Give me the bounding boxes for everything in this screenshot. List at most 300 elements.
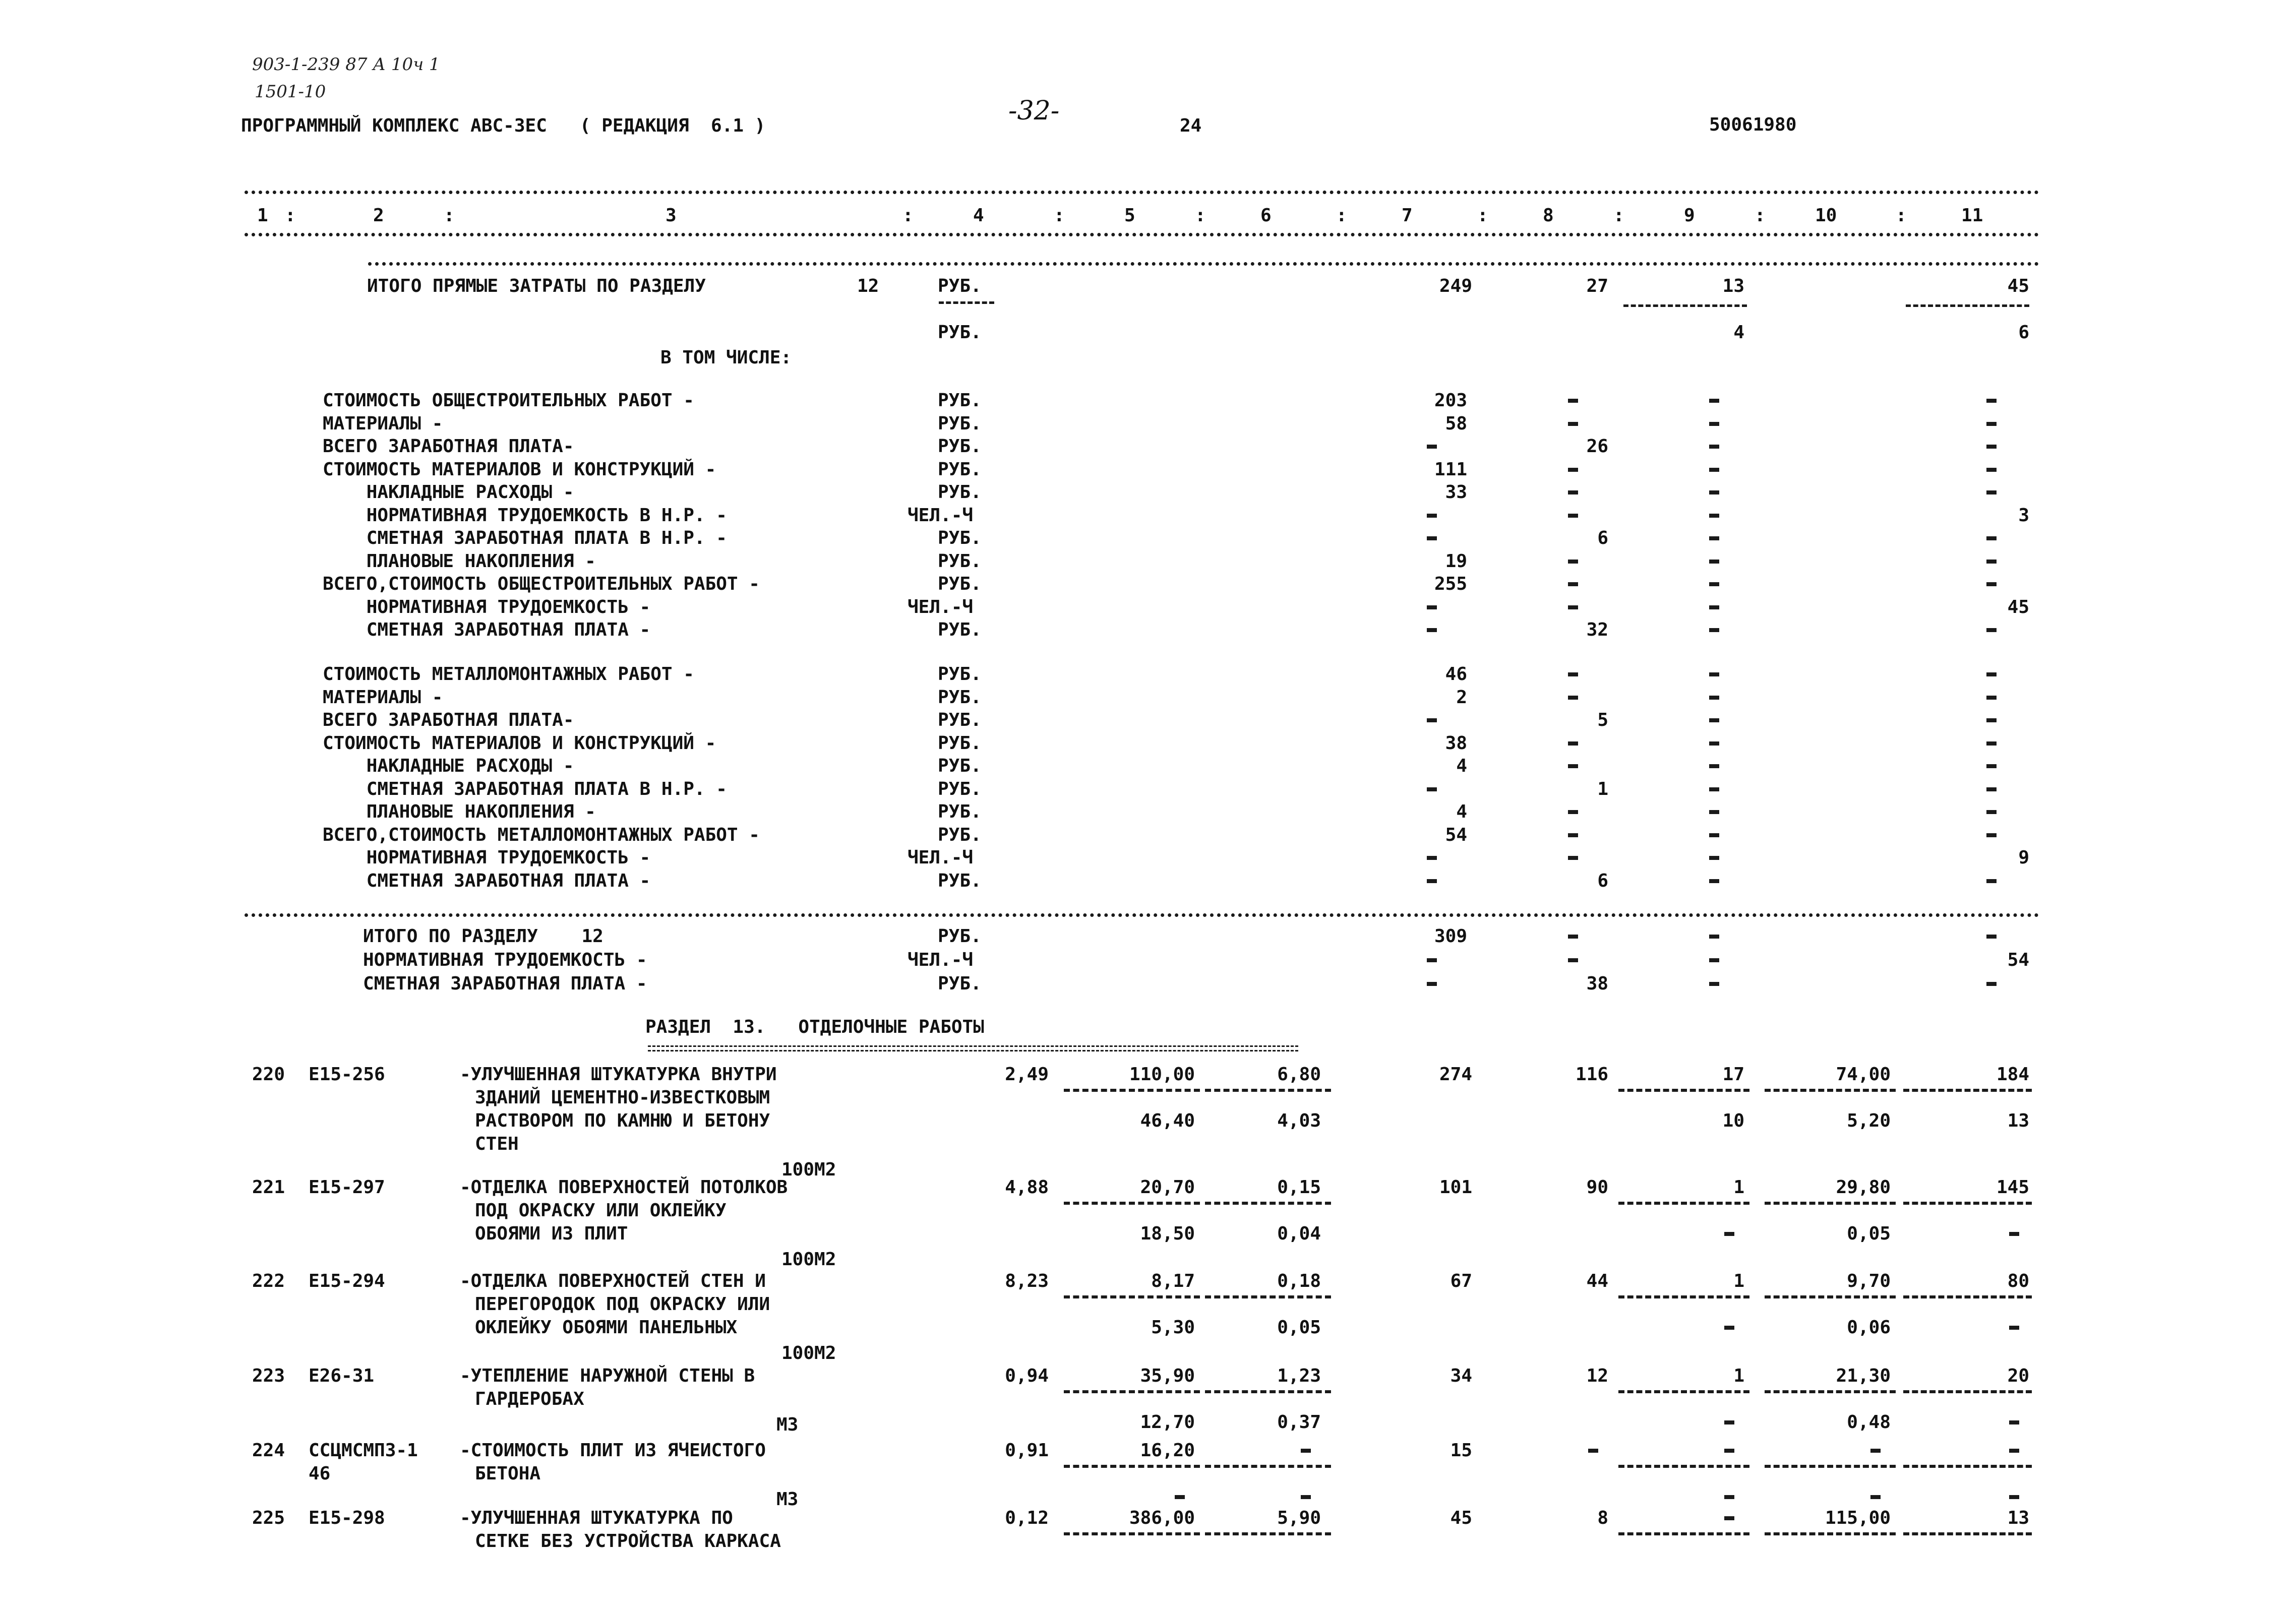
item-c10b: 0,05 <box>1847 1223 1891 1244</box>
row-c11: 54 <box>2007 950 2029 970</box>
summary-c11: 45 <box>2007 276 2029 296</box>
row-c7: 309 <box>1434 926 1467 947</box>
row-label: СТОИМОСТЬ МАТЕРИАЛОВ И КОНСТРУКЦИЙ - <box>323 459 716 480</box>
empty-value-dash <box>1568 833 1578 837</box>
item-c11: 184 <box>1996 1064 2029 1085</box>
empty-value-dash <box>1568 958 1578 962</box>
empty-value-dash <box>1986 560 1997 564</box>
item-qty: 4,88 <box>1005 1177 1049 1198</box>
item-c10: 9,70 <box>1847 1271 1891 1291</box>
item-c9: 1 <box>1733 1271 1744 1291</box>
item-unit: 100М2 <box>781 1249 836 1270</box>
item-c10: 115,00 <box>1825 1508 1891 1528</box>
item-qty: 2,49 <box>1005 1064 1049 1085</box>
empty-value-dash <box>1724 1516 1734 1520</box>
empty-value-dash <box>1709 718 1719 722</box>
empty-value-dash <box>1427 958 1437 962</box>
col-header-6: 6 <box>1260 205 1272 226</box>
value-underline <box>1064 1390 1200 1393</box>
empty-value-dash <box>2009 1495 2019 1499</box>
item-number: 222 <box>252 1271 285 1291</box>
empty-value-dash <box>1709 879 1719 883</box>
row-label: НОРМАТИВНАЯ ТРУДОЕМКОСТЬ - <box>323 847 651 868</box>
value-underline <box>1205 1390 1331 1393</box>
item-c6: 5,90 <box>1277 1508 1321 1528</box>
empty-value-dash <box>1986 490 1997 494</box>
value-underline <box>1205 1202 1331 1205</box>
empty-value-dash <box>1568 810 1578 814</box>
value-underline <box>1903 1089 2032 1092</box>
value-underline <box>1903 1532 2032 1535</box>
item-c6: 1,23 <box>1277 1366 1321 1386</box>
value-underline <box>1765 1390 1896 1393</box>
item-c7: 274 <box>1439 1064 1472 1085</box>
empty-value-dash <box>1568 672 1578 676</box>
item-description-line: -ОТДЕЛКА ПОВЕРХНОСТЕЙ ПОТОЛКОВ <box>460 1177 788 1198</box>
handwritten-code-line1: 903-1-239 87 А 10ч 1 <box>252 54 440 75</box>
empty-value-dash <box>1709 833 1719 837</box>
item-c6b: 4,03 <box>1277 1110 1321 1131</box>
empty-value-dash <box>1709 958 1719 962</box>
item-c11: 20 <box>2007 1366 2029 1386</box>
row-unit: ЧЕЛ.-Ч <box>908 950 974 970</box>
empty-value-dash <box>1709 490 1719 494</box>
empty-value-dash <box>1709 935 1719 939</box>
empty-value-dash <box>1986 628 1997 632</box>
row-unit: РУБ. <box>938 664 982 685</box>
row-label: НАКЛАДНЫЕ РАСХОДЫ - <box>323 756 574 776</box>
row-c11: 9 <box>2018 847 2029 868</box>
value-underline <box>1618 1465 1749 1468</box>
row-label: НОРМАТИВНАЯ ТРУДОЕМКОСТЬ - <box>323 596 651 617</box>
empty-value-dash <box>1709 468 1719 472</box>
item-number: 224 <box>252 1440 285 1461</box>
value-underline <box>1618 1295 1749 1298</box>
row-c8: 6 <box>1597 870 1608 891</box>
empty-value-dash <box>1870 1495 1881 1499</box>
empty-value-dash <box>1986 741 1997 746</box>
item-c6b: 0,04 <box>1277 1223 1321 1244</box>
item-c7: 34 <box>1450 1366 1472 1386</box>
col-divider: : <box>902 205 914 226</box>
item-c8: 90 <box>1586 1177 1608 1198</box>
row-c7: 2 <box>1456 687 1467 708</box>
item-c10b: 0,48 <box>1847 1412 1891 1433</box>
col-divider: : <box>1613 205 1624 226</box>
item-description-line: -УЛУЧШЕННАЯ ШТУКАТУРКА ПО <box>460 1508 733 1528</box>
item-c7: 45 <box>1450 1508 1472 1528</box>
value-underline <box>1903 1295 2032 1298</box>
empty-value-dash <box>1724 1495 1734 1499</box>
row-unit: РУБ. <box>938 413 982 434</box>
value-underline <box>1205 1532 1331 1535</box>
empty-value-dash <box>1427 445 1437 449</box>
value-underline <box>1205 1089 1331 1092</box>
row-unit: РУБ. <box>938 390 982 411</box>
row-label: ВСЕГО,СТОИМОСТЬ МЕТАЛЛОМОНТАЖНЫХ РАБОТ - <box>323 824 760 845</box>
item-description-line: СТЕН <box>475 1134 519 1154</box>
empty-value-dash <box>1568 399 1578 403</box>
empty-value-dash <box>1301 1495 1311 1499</box>
value-underline <box>1765 1295 1896 1298</box>
empty-value-dash <box>1709 445 1719 449</box>
empty-value-dash <box>1724 1232 1734 1236</box>
row-label: НОРМАТИВНАЯ ТРУДОЕМКОСТЬ В Н.Р. - <box>323 505 727 526</box>
empty-value-dash <box>1568 605 1578 609</box>
row-c8: 5 <box>1597 710 1608 730</box>
summary-c9: 13 <box>1722 276 1744 296</box>
col-header-10: 10 <box>1815 205 1837 226</box>
item-description-line: ПЕРЕГОРОДОК ПОД ОКРАСКУ ИЛИ <box>475 1294 770 1315</box>
item-c5b: 46,40 <box>1140 1110 1195 1131</box>
item-description-line: ЗДАНИЙ ЦЕМЕНТНО-ИЗВЕСТКОВЫМ <box>475 1087 770 1108</box>
row-c8: 38 <box>1586 973 1608 994</box>
empty-value-dash <box>2009 1326 2019 1330</box>
row-c7: 19 <box>1445 550 1467 572</box>
empty-value-dash <box>1568 468 1578 472</box>
value-underline <box>1064 1089 1200 1092</box>
empty-value-dash <box>1175 1495 1185 1499</box>
item-c6b: 0,37 <box>1277 1412 1321 1433</box>
row-label: СТОИМОСТЬ МАТЕРИАЛОВ И КОНСТРУКЦИЙ - <box>323 732 716 754</box>
item-c5: 386,00 <box>1129 1508 1195 1528</box>
row-c8: 26 <box>1586 436 1608 457</box>
item-unit: М3 <box>776 1414 799 1435</box>
item-c11: 13 <box>2007 1508 2029 1528</box>
section-title-underline <box>648 1045 1298 1051</box>
empty-value-dash <box>1986 787 1997 791</box>
item-c8: 12 <box>1586 1366 1608 1386</box>
item-description-line: -УТЕПЛЕНИЕ НАРУЖНОЙ СТЕНЫ В <box>460 1366 755 1386</box>
item-qty: 8,23 <box>1005 1271 1049 1291</box>
row-unit: РУБ. <box>938 926 982 947</box>
item-c5b: 12,70 <box>1140 1412 1195 1433</box>
item-c8: 44 <box>1586 1271 1608 1291</box>
row-c7: 54 <box>1445 824 1467 845</box>
item-unit: 100М2 <box>781 1343 836 1363</box>
item-number: 225 <box>252 1508 285 1528</box>
empty-value-dash <box>1709 422 1719 426</box>
row-c8: 1 <box>1597 778 1608 799</box>
document-code: 50061980 <box>1709 114 1797 135</box>
empty-value-dash <box>1568 764 1578 768</box>
empty-value-dash <box>1427 536 1437 540</box>
item-c9: 1 <box>1733 1177 1744 1198</box>
empty-value-dash <box>1709 810 1719 814</box>
value-underline <box>1618 1390 1749 1393</box>
value-underline <box>1618 1202 1749 1205</box>
item-qty: 0,94 <box>1005 1366 1049 1386</box>
item-c8: 8 <box>1597 1508 1608 1528</box>
value-underline <box>1205 1295 1331 1298</box>
col-divider: : <box>1054 205 1065 226</box>
col-divider: : <box>444 205 455 226</box>
row-unit: ЧЕЛ.-Ч <box>908 847 974 868</box>
item-c5b: 18,50 <box>1140 1223 1195 1244</box>
empty-value-dash <box>1568 856 1578 860</box>
row-unit: РУБ. <box>938 459 982 480</box>
empty-value-dash <box>1709 560 1719 564</box>
row-c8: 32 <box>1586 619 1608 640</box>
row-unit: РУБ. <box>938 870 982 891</box>
item-unit: 100М2 <box>781 1159 836 1180</box>
empty-value-dash <box>1724 1326 1734 1330</box>
row-unit: РУБ. <box>938 436 982 457</box>
row-unit: РУБ. <box>938 619 982 640</box>
row-unit: РУБ. <box>938 778 982 799</box>
empty-value-dash <box>1427 856 1437 860</box>
empty-value-dash <box>1427 879 1437 883</box>
item-code-continued: 46 <box>309 1463 331 1484</box>
row-unit: РУБ. <box>938 574 982 594</box>
col-header-9: 9 <box>1684 205 1695 226</box>
item-c10: 74,00 <box>1836 1064 1891 1085</box>
row-label: ВСЕГО ЗАРАБОТНАЯ ПЛАТА- <box>323 436 574 457</box>
item-c5b: 5,30 <box>1151 1317 1195 1338</box>
item-code: ССЦМСМП3-1 <box>309 1440 418 1461</box>
item-c5: 8,17 <box>1151 1271 1195 1291</box>
item-c9: 1 <box>1733 1366 1744 1386</box>
empty-value-dash <box>1427 982 1437 986</box>
item-code: Е15-294 <box>309 1271 385 1291</box>
row-unit: ЧЕЛ.-Ч <box>908 596 974 617</box>
empty-value-dash <box>1301 1449 1311 1453</box>
empty-value-dash <box>1986 935 1997 939</box>
item-description-line: -СТОИМОСТЬ ПЛИТ ИЗ ЯЧЕИСТОГО <box>460 1440 766 1461</box>
empty-value-dash <box>1986 445 1997 449</box>
row-c7: 33 <box>1445 482 1467 503</box>
item-description-line: -УЛУЧШЕННАЯ ШТУКАТУРКА ВНУТРИ <box>460 1064 777 1085</box>
item-description-line: ОКЛЕЙКУ ОБОЯМИ ПАНЕЛЬНЫХ <box>475 1317 738 1338</box>
item-c5: 35,90 <box>1140 1366 1195 1386</box>
item-c10b: 5,20 <box>1847 1110 1891 1131</box>
row-c7: 4 <box>1456 756 1467 776</box>
row-unit: РУБ. <box>938 687 982 708</box>
empty-value-dash <box>1724 1420 1734 1424</box>
col-header-8: 8 <box>1543 205 1554 226</box>
empty-value-dash <box>1986 982 1997 986</box>
summary-section-number: 12 <box>857 276 879 296</box>
empty-value-dash <box>1709 536 1719 540</box>
row-c11: 3 <box>2018 505 2029 526</box>
row-c7: 38 <box>1445 732 1467 754</box>
c11-underline <box>1906 304 2029 307</box>
empty-value-dash <box>1709 399 1719 403</box>
row-label: ИТОГО ПО РАЗДЕЛУ 12 <box>363 926 603 947</box>
value-underline <box>1903 1390 2032 1393</box>
empty-value-dash <box>1986 672 1997 676</box>
item-c9b: 10 <box>1722 1110 1744 1131</box>
item-c6: 6,80 <box>1277 1064 1321 1085</box>
value-underline <box>1765 1532 1896 1535</box>
empty-value-dash <box>1709 582 1719 586</box>
item-number: 221 <box>252 1177 285 1198</box>
empty-value-dash <box>1986 536 1997 540</box>
empty-value-dash <box>1427 605 1437 609</box>
row-label: ВСЕГО ЗАРАБОТНАЯ ПЛАТА- <box>323 710 574 730</box>
empty-value-dash <box>1986 833 1997 837</box>
item-c9: 17 <box>1722 1064 1744 1085</box>
row-label: СМЕТНАЯ ЗАРАБОТНАЯ ПЛАТА - <box>363 973 647 994</box>
empty-value-dash <box>1709 514 1719 518</box>
row-unit: РУБ. <box>938 550 982 572</box>
empty-value-dash <box>1568 422 1578 426</box>
row-label: СТОИМОСТЬ МЕТАЛЛОМОНТАЖНЫХ РАБОТ - <box>323 664 694 685</box>
item-description-line: ГАРДЕРОБАХ <box>475 1389 584 1409</box>
summary-c9b: 4 <box>1733 322 1744 343</box>
col-divider: : <box>1755 205 1766 226</box>
row-unit: РУБ. <box>938 710 982 730</box>
row-label: МАТЕРИАЛЫ - <box>323 687 443 708</box>
value-underline <box>1064 1465 1200 1468</box>
empty-value-dash <box>1427 514 1437 518</box>
value-underline <box>1765 1465 1896 1468</box>
row-unit: РУБ. <box>938 824 982 845</box>
col-header-7: 7 <box>1402 205 1413 226</box>
empty-value-dash <box>1568 696 1578 700</box>
empty-value-dash <box>1986 696 1997 700</box>
value-underline <box>1903 1202 2032 1205</box>
col-header-2: 2 <box>373 205 384 226</box>
item-c7: 67 <box>1450 1271 1472 1291</box>
row-label: ВСЕГО,СТОИМОСТЬ ОБЩЕСТРОИТЕЛЬНЫХ РАБОТ - <box>323 574 760 594</box>
summary-title: ИТОГО ПРЯМЫЕ ЗАТРАТЫ ПО РАЗДЕЛУ <box>367 276 706 296</box>
item-description-line: ПОД ОКРАСКУ ИЛИ ОКЛЕЙКУ <box>475 1200 727 1221</box>
item-c6: 0,15 <box>1277 1177 1321 1198</box>
value-underline <box>1765 1089 1896 1092</box>
summary-unit: РУБ. <box>938 276 982 296</box>
item-c6b: 0,05 <box>1277 1317 1321 1338</box>
empty-value-dash <box>1568 514 1578 518</box>
summary-c8: 27 <box>1586 276 1608 296</box>
row-label: СТОИМОСТЬ ОБЩЕСТРОИТЕЛЬНЫХ РАБОТ - <box>323 390 694 411</box>
empty-value-dash <box>1709 764 1719 768</box>
col-header-1: 1 <box>257 205 268 226</box>
value-underline <box>1064 1202 1200 1205</box>
row-label: НОРМАТИВНАЯ ТРУДОЕМКОСТЬ - <box>363 950 647 970</box>
empty-value-dash <box>1709 672 1719 676</box>
empty-value-dash <box>2009 1232 2019 1236</box>
item-c10: 29,80 <box>1836 1177 1891 1198</box>
item-description-line: РАСТВОРОМ ПО КАМНЮ И БЕТОНУ <box>475 1110 770 1131</box>
summary-c11b: 6 <box>2018 322 2029 343</box>
in-that-heading: В ТОМ ЧИСЛЕ: <box>660 347 792 368</box>
empty-value-dash <box>1709 696 1719 700</box>
item-c10b: 0,06 <box>1847 1317 1891 1338</box>
row-c7: 4 <box>1456 801 1467 822</box>
separator-header-bottom <box>245 233 2039 236</box>
item-description-line: ОБОЯМИ ИЗ ПЛИТ <box>475 1223 628 1244</box>
empty-value-dash <box>1568 582 1578 586</box>
item-c6: 0,18 <box>1277 1271 1321 1291</box>
separator-summary-top <box>368 262 2039 266</box>
page-stamp: -32- <box>1008 96 1060 126</box>
empty-value-dash <box>1986 582 1997 586</box>
empty-value-dash <box>1427 628 1437 632</box>
col-header-5: 5 <box>1124 205 1135 226</box>
program-title: ПРОГРАММНЫЙ КОМПЛЕКС АВС-3ЕС ( РЕДАКЦИЯ 6.1 ) <box>241 115 766 136</box>
item-description-line: -ОТДЕЛКА ПОВЕРХНОСТЕЙ СТЕН И <box>460 1271 766 1291</box>
empty-value-dash <box>1568 741 1578 746</box>
item-c10: 21,30 <box>1836 1366 1891 1386</box>
item-c5: 16,20 <box>1140 1440 1195 1461</box>
empty-value-dash <box>1986 810 1997 814</box>
empty-value-dash <box>1427 718 1437 722</box>
value-underline <box>1903 1465 2032 1468</box>
row-label: НАКЛАДНЫЕ РАСХОДЫ - <box>323 482 574 503</box>
empty-value-dash <box>1724 1449 1734 1453</box>
item-c7: 15 <box>1450 1440 1472 1461</box>
item-c5: 20,70 <box>1140 1177 1195 1198</box>
row-unit: РУБ. <box>938 482 982 503</box>
empty-value-dash <box>1709 741 1719 746</box>
page-number: 24 <box>1180 115 1202 136</box>
c9-underline <box>1623 304 1747 307</box>
col-divider: : <box>1896 205 1907 226</box>
empty-value-dash <box>2009 1420 2019 1424</box>
item-c11: 145 <box>1996 1177 2029 1198</box>
value-underline <box>1064 1532 1200 1535</box>
row-label: СМЕТНАЯ ЗАРАБОТНАЯ ПЛАТА - <box>323 619 651 640</box>
empty-value-dash <box>1427 787 1437 791</box>
row-label: ПЛАНОВЫЕ НАКОПЛЕНИЯ - <box>323 550 596 572</box>
row-c7: 203 <box>1434 390 1467 411</box>
item-qty: 0,91 <box>1005 1440 1049 1461</box>
value-underline <box>1064 1295 1200 1298</box>
row-label: ПЛАНОВЫЕ НАКОПЛЕНИЯ - <box>323 801 596 822</box>
separator-totals <box>245 913 2039 917</box>
row-unit: РУБ. <box>938 528 982 548</box>
unit-underline <box>939 301 994 304</box>
value-underline <box>1618 1532 1749 1535</box>
row-unit: РУБ. <box>938 732 982 754</box>
col-header-4: 4 <box>973 205 984 226</box>
value-underline <box>1618 1089 1749 1092</box>
handwritten-code-line2: 1501-10 <box>255 82 326 102</box>
item-description-line: БЕТОНА <box>475 1463 541 1484</box>
row-c11: 45 <box>2007 596 2029 617</box>
item-c11b: 13 <box>2007 1110 2029 1131</box>
empty-value-dash <box>1870 1449 1881 1453</box>
summary-c7: 249 <box>1439 276 1472 296</box>
row-c7: 111 <box>1434 459 1467 480</box>
row-label: СМЕТНАЯ ЗАРАБОТНАЯ ПЛАТА В Н.Р. - <box>323 528 727 548</box>
empty-value-dash <box>1986 718 1997 722</box>
summary-unit-2: РУБ. <box>938 322 982 343</box>
row-unit: РУБ. <box>938 973 982 994</box>
item-number: 220 <box>252 1064 285 1085</box>
empty-value-dash <box>1568 560 1578 564</box>
empty-value-dash <box>1568 490 1578 494</box>
empty-value-dash <box>1709 628 1719 632</box>
item-description-line: СЕТКЕ БЕЗ УСТРОЙСТВА КАРКАСА <box>475 1531 781 1552</box>
empty-value-dash <box>1709 856 1719 860</box>
empty-value-dash <box>1986 764 1997 768</box>
item-c7: 101 <box>1439 1177 1472 1198</box>
empty-value-dash <box>1568 935 1578 939</box>
item-c11: 80 <box>2007 1271 2029 1291</box>
value-underline <box>1205 1465 1331 1468</box>
section-13-title: РАЗДЕЛ 13. ОТДЕЛОЧНЫЕ РАБОТЫ <box>645 1017 984 1037</box>
col-divider: : <box>1336 205 1347 226</box>
row-unit: РУБ. <box>938 756 982 776</box>
row-c7: 255 <box>1434 574 1467 594</box>
item-code: Е15-298 <box>309 1508 385 1528</box>
empty-value-dash <box>1588 1449 1598 1453</box>
item-code: Е15-297 <box>309 1177 385 1198</box>
col-divider: : <box>1477 205 1488 226</box>
row-label: МАТЕРИАЛЫ - <box>323 413 443 434</box>
